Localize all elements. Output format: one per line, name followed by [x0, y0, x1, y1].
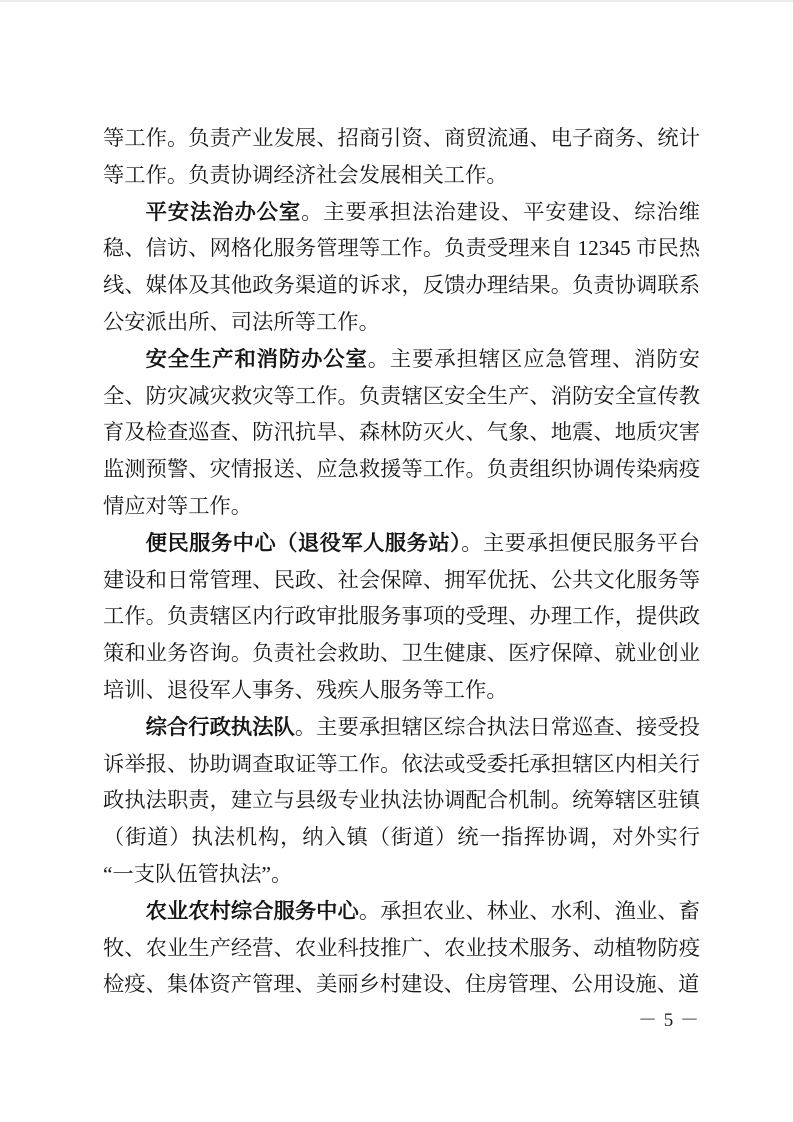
office-name: 平安法治办公室	[145, 199, 302, 224]
office-name: 农业农村综合服务中心	[145, 898, 359, 923]
office-name: 综合行政执法队	[145, 714, 295, 739]
page-number: － 5 －	[637, 1010, 700, 1031]
paragraph	[103, 120, 700, 194]
office-name: 安全生产和消防办公室	[145, 346, 368, 371]
paragraph-text: 。主要承担便民服务平台建设和日常管理、民政、社会保障、拥军优抚、公共文化服务等工作。负责辖区内行政审批服务事项的受理、办理工作，提供政策和业务咨询。负责社会救助、卫生健康、医疗保障、就业创业培训、退役军人事务、残疾人服务等工作。	[103, 530, 700, 702]
office-name: 便民服务中心（退役军人服务站）	[145, 530, 462, 555]
paragraph-text: 等工作。负责产业发展、招商引资、商贸流通、电子商务、统计等工作。负责协调经济社会发展相关工作。	[103, 126, 700, 187]
document-body	[103, 120, 700, 1003]
paragraph	[103, 893, 700, 1003]
paragraph	[103, 709, 700, 893]
scan-top-edge	[0, 0, 793, 2]
paragraph	[103, 341, 700, 525]
paragraph-text: 。主要承担辖区综合执法日常巡查、接受投诉举报、协助调查取证等工作。依法或受委托承担辖区内相关行政执法职责，建立与县级专业执法协调配合机制。统筹辖区驻镇（街道）执法机构，纳入镇（街道）统一指挥协调，对外实行“一支队伍管执法”。	[103, 714, 700, 886]
paragraph	[103, 194, 700, 341]
paragraph-text: 。主要承担辖区应急管理、消防安全、防灾减灾救灾等工作。负责辖区安全生产、消防安全宣传教育及检查巡查、防汛抗旱、森林防灭火、气象、地震、地质灾害监测预警、灾情报送、应急救援等工作。负责组织协调传染病疫情应对等工作。	[103, 346, 700, 518]
paragraph-text: 。主要承担法治建设、平安建设、综治维稳、信访、网格化服务管理等工作。负责受理来自 12345 市民热线、媒体及其他政务渠道的诉求，反馈办理结果。负责协调联系公安派出所、司法所等工作。	[103, 199, 700, 334]
paragraph	[103, 525, 700, 709]
paragraph-text: 。承担农业、林业、水利、渔业、畜牧、农业生产经营、农业科技推广、农业技术服务、动植物防疫检疫、集体资产管理、美丽乡村建设、住房管理、公用设施、道	[103, 898, 700, 997]
